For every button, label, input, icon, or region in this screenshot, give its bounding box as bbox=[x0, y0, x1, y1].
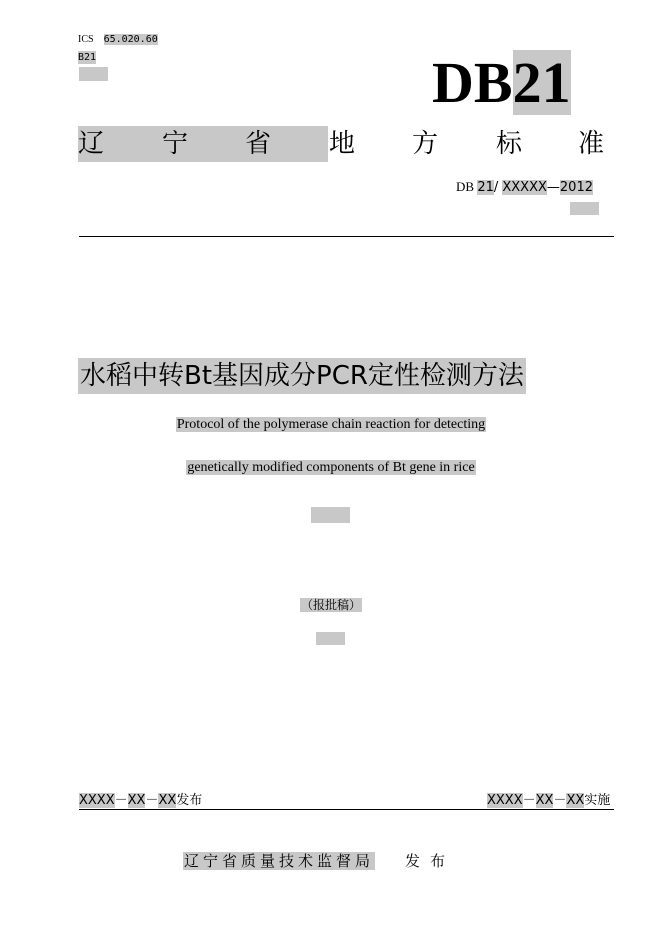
draft-status-label: （报批稿） bbox=[300, 598, 361, 612]
title-en-line1-text: Protocol of the polymerase chain reaction for detecting bbox=[176, 417, 486, 432]
standard-logo-region: 21 bbox=[512, 50, 571, 115]
standard-number-serial: XXXXX bbox=[502, 180, 547, 195]
title-en-line2-part1: genetically modified components of bbox=[187, 460, 393, 475]
impl-suffix: 实施 bbox=[584, 793, 611, 808]
issue-date bbox=[79, 793, 202, 809]
publisher-name: 辽宁省质量技术监督局 bbox=[184, 852, 375, 870]
document-title-en-line1 bbox=[0, 416, 662, 434]
ccs-code: B21 bbox=[78, 52, 97, 63]
province-title-char: 准 bbox=[578, 129, 605, 159]
date-separator: － bbox=[553, 793, 567, 808]
province-standard-title bbox=[78, 126, 606, 162]
ics-classification bbox=[78, 33, 158, 47]
implementation-date bbox=[487, 793, 610, 809]
date-separator: － bbox=[114, 793, 128, 808]
issue-year: XXXX bbox=[79, 793, 115, 808]
footer-divider bbox=[79, 809, 614, 810]
standard-number-prefix: DB bbox=[456, 179, 478, 194]
header-divider bbox=[79, 236, 614, 237]
province-title-char: 宁 bbox=[162, 129, 189, 159]
province-title-char: 省 bbox=[245, 129, 272, 159]
document-title-en-line2 bbox=[0, 459, 662, 477]
standard-number-dash: — bbox=[546, 180, 560, 195]
publisher-line bbox=[183, 851, 455, 871]
province-title-char: 标 bbox=[496, 129, 523, 159]
title-en-line2-gene: Bt bbox=[392, 460, 406, 475]
ics-code: 65.020.60 bbox=[103, 34, 158, 45]
impl-month: XX bbox=[535, 793, 554, 808]
standard-logo bbox=[432, 52, 571, 114]
issue-suffix: 发布 bbox=[176, 793, 203, 808]
standard-logo-prefix: DB bbox=[432, 50, 513, 115]
placeholder-field bbox=[311, 507, 350, 523]
impl-day: XX bbox=[566, 793, 585, 808]
standard-number-region: 21 bbox=[477, 180, 494, 195]
issue-day: XX bbox=[158, 793, 177, 808]
province-title-char: 辽 bbox=[78, 129, 105, 159]
ics-label: ICS bbox=[78, 34, 94, 45]
document-title-cn: 水稻中转Bt基因成分PCR定性检测方法 bbox=[78, 358, 526, 394]
date-separator: － bbox=[522, 793, 536, 808]
standard-number-year: 2012 bbox=[559, 180, 593, 195]
publish-verb: 发布 bbox=[405, 852, 456, 870]
date-separator: － bbox=[145, 793, 159, 808]
standard-number bbox=[456, 179, 593, 196]
placeholder-field bbox=[570, 202, 599, 215]
province-title-char: 地 bbox=[329, 129, 356, 159]
standard-number-separator: / bbox=[493, 180, 503, 195]
issue-month: XX bbox=[127, 793, 146, 808]
title-en-line2-part3: gene in rice bbox=[405, 460, 475, 475]
draft-status bbox=[0, 597, 662, 613]
title-en-line2-text bbox=[186, 460, 475, 475]
province-title-char: 方 bbox=[412, 129, 439, 159]
placeholder-field bbox=[316, 632, 345, 645]
placeholder-field bbox=[79, 67, 108, 81]
impl-year: XXXX bbox=[487, 793, 523, 808]
